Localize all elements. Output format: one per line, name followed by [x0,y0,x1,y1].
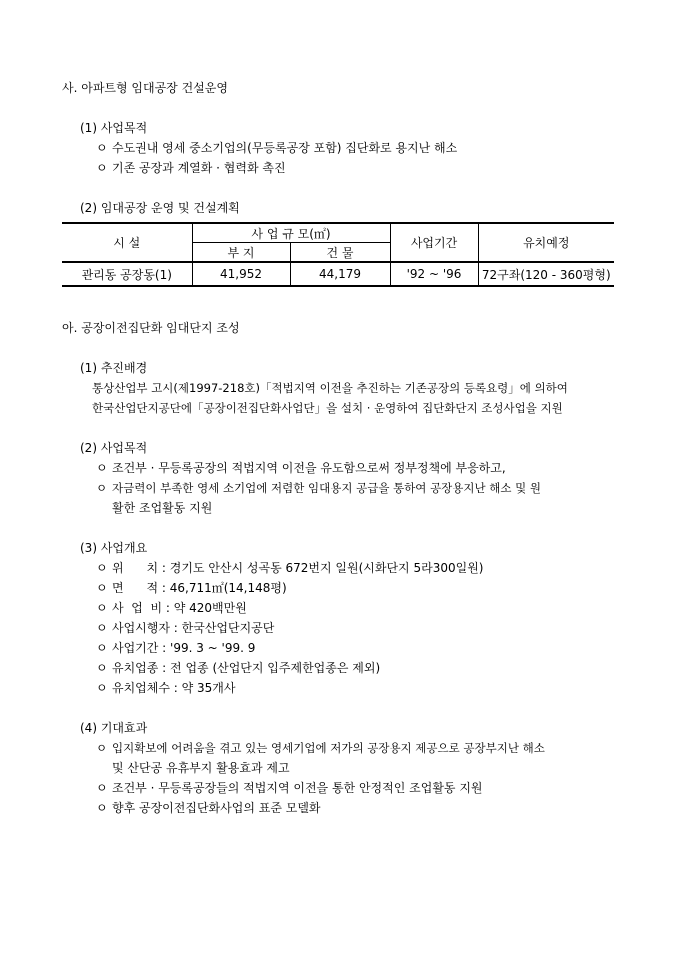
a-effect-text: 입지확보에 어려움을 겪고 있는 영세기업에 저가의 공장용지 제공으로 공장부지난 해소 [112,741,545,755]
bullet-icon: ㅇ [96,581,108,595]
a-effect-item [96,800,321,816]
sa-purpose-text: 수도권내 영세 중소기업의(무등록공장 포함) 집단화로 용지난 해소 [112,141,458,155]
cell-building: 44,179 [290,262,390,286]
a-background-text: 통상산업부 고시(제1997-218호)「적법지역 이전을 추진하는 기존공장의 등록요령」에 의하여 [92,381,568,395]
bullet-icon: ㅇ [96,801,108,815]
bullet-icon: ㅇ [96,481,108,495]
table-row [62,262,614,286]
a-overview-text: 유치업체수 : 약 35개사 [112,681,236,695]
bullet-icon: ㅇ [96,561,108,575]
bullet-icon: ㅇ [96,141,108,155]
table-header-row [62,223,614,243]
sa-purpose-item [96,160,286,176]
a-overview-text: 위 치 : 경기도 안산시 성곡동 672번지 일원(시화단지 5라300일원) [112,561,484,575]
bullet-icon: ㅇ [96,781,108,795]
a-overview-item [96,680,236,696]
a-overview-item [96,620,274,636]
th-building: 건 물 [290,243,390,263]
bullet-icon: ㅇ [96,621,108,635]
th-period: 사업기간 [390,223,478,262]
a-overview-item [96,600,247,616]
cell-land: 41,952 [192,262,290,286]
bullet-icon: ㅇ [96,461,108,475]
a-overview-text: 면 적 : 46,711㎡(14,148평) [112,581,287,595]
cell-facility: 관리동 공장동(1) [62,262,192,286]
a-overview-text: 유치업종 : 전 업종 (산업단지 입주제한업종은 제외) [112,661,381,675]
a-purpose-item [96,460,506,476]
th-scale: 사 업 규 모(㎡) [192,223,390,243]
a-purpose-heading: (2) 사업목적 [80,441,148,455]
a-effect-item [96,780,483,796]
sa-plan-heading: (2) 임대공장 운영 및 건설계획 [80,201,240,215]
plan-table [62,222,614,287]
sa-purpose-heading: (1) 사업목적 [80,121,148,135]
a-effect-item [96,740,545,756]
sa-purpose-text: 기존 공장과 계열화 · 협력화 촉진 [112,161,286,175]
bullet-icon: ㅇ [96,641,108,655]
a-purpose-continuation: 활한 조업활동 지원 [112,501,213,515]
a-effect-heading: (4) 기대효과 [80,721,148,735]
a-overview-item [96,580,287,596]
a-overview-heading: (3) 사업개요 [80,541,148,555]
bullet-icon: ㅇ [96,601,108,615]
a-overview-item [96,640,255,656]
th-facility: 시 설 [62,223,192,262]
bullet-icon: ㅇ [96,681,108,695]
a-overview-text: 사업시행자 : 한국산업단지공단 [112,621,275,635]
bullet-icon: ㅇ [96,161,108,175]
a-effect-text: 조건부 · 무등록공장들의 적법지역 이전을 통한 안정적인 조업활동 지원 [112,781,483,795]
a-background-text: 한국산업단지공단에「공장이전집단화사업단」을 설치 · 운영하여 집단화단지 조성사업을 지원 [92,401,563,415]
bullet-icon: ㅇ [96,741,108,755]
section-a-title: 아. 공장이전집단화 임대단지 조성 [62,321,240,335]
a-effect-continuation: 및 산단공 유휴부지 활용효과 제고 [112,761,290,775]
sa-purpose-item [96,140,457,156]
a-overview-text: 사업기간 : '99. 3 ~ '99. 9 [112,641,256,655]
a-purpose-text: 자금력이 부족한 영세 소기업에 저렴한 임대용지 공급을 통하여 공장용지난 해소 및 원 [112,481,542,495]
a-effect-text: 향후 공장이전집단화사업의 표준 모델화 [112,801,321,815]
a-purpose-text: 조건부 · 무등록공장의 적법지역 이전을 유도함으로써 정부정책에 부응하고, [112,461,506,475]
bullet-icon: ㅇ [96,661,108,675]
a-overview-item [96,660,380,676]
cell-expected: 72구좌(120 - 360평형) [478,262,614,286]
cell-period: '92 ~ '96 [390,262,478,286]
a-overview-text: 사 업 비 : 약 420백만원 [112,601,247,615]
a-background-heading: (1) 추진배경 [80,361,148,375]
section-sa-title: 사. 아파트형 임대공장 건설운영 [62,81,228,95]
a-overview-item [96,560,483,576]
th-land: 부 지 [192,243,290,263]
a-purpose-item [96,480,541,496]
th-expected: 유치예정 [478,223,614,262]
